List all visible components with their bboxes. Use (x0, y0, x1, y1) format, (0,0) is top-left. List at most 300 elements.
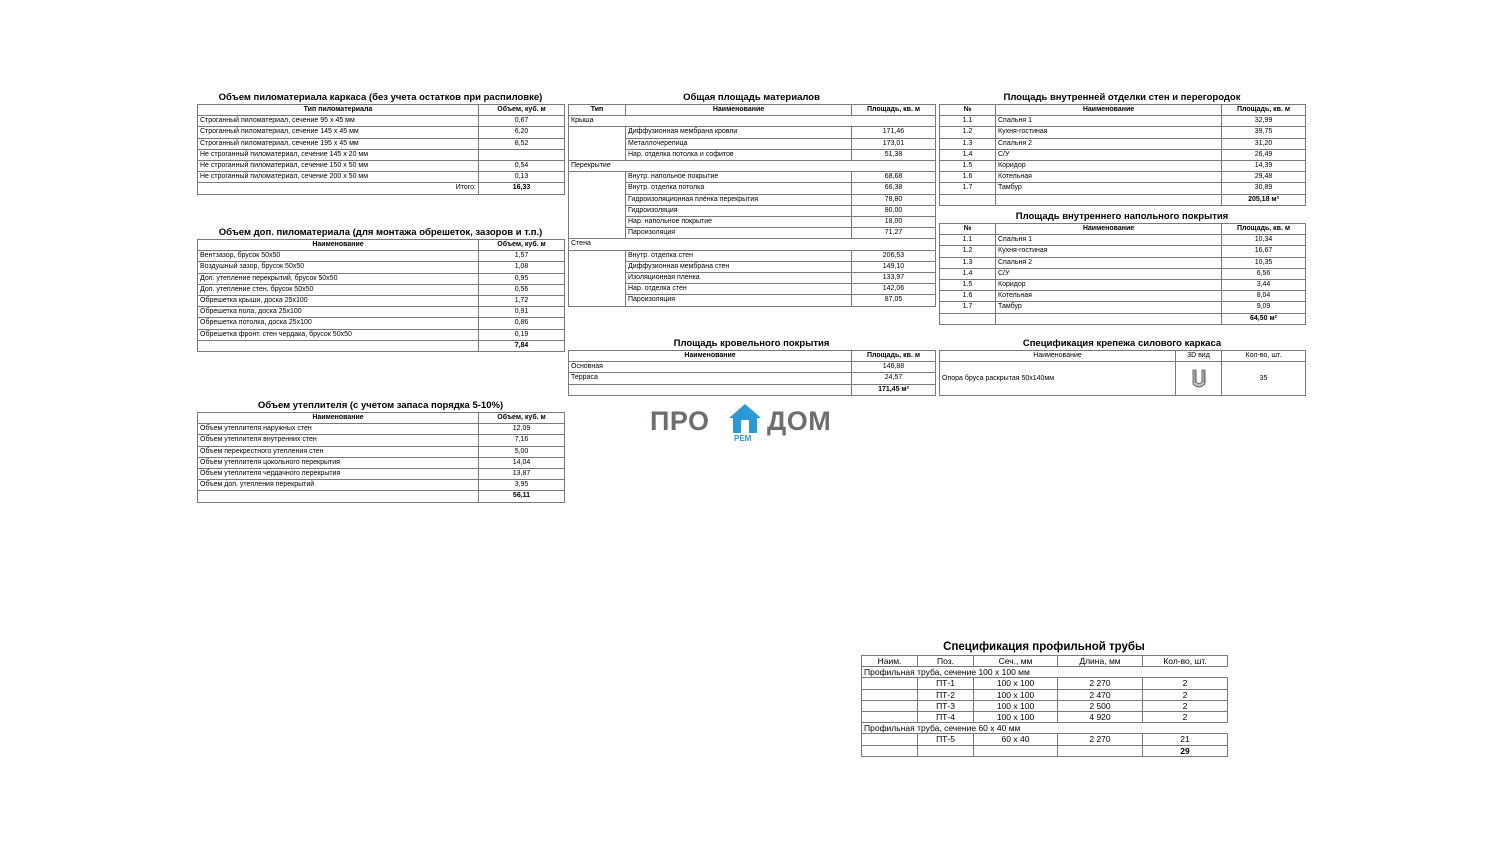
table-row (198, 424, 565, 435)
row-value: 24,57 (852, 373, 936, 384)
table-row (940, 362, 1306, 396)
row-value: 7,16 (479, 435, 565, 446)
col-type: Тип пиломатериала (198, 105, 479, 116)
table-row (569, 362, 936, 373)
table-row (569, 261, 936, 272)
row-name: Коридор (996, 161, 1222, 172)
row-name: Диффузионная мембрана стен (626, 261, 852, 272)
type-spacer (569, 273, 626, 284)
row-value: 51,38 (852, 149, 936, 160)
row-name: Спальня 2 (996, 257, 1222, 268)
table-row (198, 457, 565, 468)
row-name: Котельная (996, 291, 1222, 302)
total-label-empty (198, 491, 479, 502)
pipe-pos: ПТ-5 (918, 734, 974, 745)
col-name: Наименование (626, 105, 852, 116)
table-row (940, 291, 1306, 302)
row-value: 0,67 (479, 116, 565, 127)
lumber-extra-block (197, 227, 564, 352)
row-name: Гидроизоляционная плёнка перекрытия (626, 194, 852, 205)
pipe-pos: ПТ-1 (918, 678, 974, 689)
total-row (940, 313, 1306, 324)
table-row (940, 257, 1306, 268)
row-value: 0,54 (479, 161, 565, 172)
table-row (569, 284, 936, 295)
pipe-col-header: Кол-во, шт. (1143, 656, 1228, 667)
table-row (862, 700, 1228, 711)
row-name: Строганный пиломатериал, сечение 195 х 45 мм (198, 138, 479, 149)
row-value: 80,00 (852, 205, 936, 216)
table-row (569, 183, 936, 194)
row-name: Не строганный пиломатериал, сечение 200 х 50 мм (198, 172, 479, 183)
col-volume: Объем, куб. м (479, 413, 565, 424)
row-name: Нар. напольное покрытие (626, 217, 852, 228)
table-row (569, 295, 936, 306)
row-value (479, 149, 565, 160)
row-name: Спальня 1 (996, 116, 1222, 127)
materials-table (568, 104, 936, 307)
total-value: 64,50 м² (1222, 313, 1306, 324)
roofing-table (568, 350, 936, 396)
row-value: 6,56 (1222, 268, 1306, 279)
row-name: Котельная (996, 172, 1222, 183)
row-name: Внутр. отделка потолка (626, 183, 852, 194)
row-name: Объем утеплителя внутренних стен (198, 435, 479, 446)
pipe-name-spacer (862, 712, 918, 723)
table-row (569, 172, 936, 183)
col-name: Наименование (940, 351, 1176, 362)
table-row (940, 161, 1306, 172)
row-value: 133,97 (852, 273, 936, 284)
row-name: Пароизоляция (626, 228, 852, 239)
row-name: Нар. отделка стен (626, 284, 852, 295)
table-row (569, 194, 936, 205)
row-name: Спальня 1 (996, 235, 1222, 246)
pipe-length: 2 270 (1058, 678, 1143, 689)
total-row (198, 183, 565, 194)
col-area: Площадь, кв. м (852, 351, 936, 362)
row-value: 3,95 (479, 480, 565, 491)
lumber-frame-block (197, 92, 564, 195)
table-row (940, 235, 1306, 246)
row-value: 5,00 (479, 446, 565, 457)
type-spacer (569, 205, 626, 216)
row-value: 171,46 (852, 127, 936, 138)
pipe-length: 2 270 (1058, 734, 1143, 745)
table-row (940, 268, 1306, 279)
group-type: Стена (569, 239, 936, 250)
group-row (569, 116, 936, 127)
row-name: Внутр. отделка стен (626, 250, 852, 261)
row-value: 1,08 (479, 262, 565, 273)
table-row (940, 246, 1306, 257)
group-row (569, 161, 936, 172)
row-name: Обрешетка потолка, доска 25х100 (198, 318, 479, 329)
row-value: 32,99 (1222, 116, 1306, 127)
total-spacer (940, 194, 996, 205)
row-value: 0,56 (479, 284, 565, 295)
fasteners-table (939, 350, 1306, 396)
total-spacer (862, 745, 918, 756)
row-value: 68,68 (852, 172, 936, 183)
total-row (862, 745, 1228, 756)
table-row (862, 712, 1228, 723)
total-value: 29 (1143, 745, 1228, 756)
row-value: 1,72 (479, 296, 565, 307)
pipe-name-spacer (862, 734, 918, 745)
group-type: Крыша (569, 116, 936, 127)
pipe-length: 2 470 (1058, 689, 1143, 700)
pipe-qty: 2 (1143, 712, 1228, 723)
table-row (940, 127, 1306, 138)
total-label-empty (198, 340, 479, 351)
row-value: 6,20 (479, 127, 565, 138)
table-row (198, 480, 565, 491)
row-value: 9,09 (1222, 302, 1306, 313)
bracket-icon (1191, 368, 1207, 390)
type-spacer (569, 284, 626, 295)
row-name: С/У (996, 268, 1222, 279)
table-row (198, 435, 565, 446)
row-value: 0,13 (479, 172, 565, 183)
fasteners-title: Спецификация крепежа силового каркаса (1022, 338, 1222, 349)
lumber-extra-table (197, 239, 565, 352)
row-name: Внутр. напольное покрытие (626, 172, 852, 183)
row-name: Нар. отделка потолка и софитов (626, 149, 852, 160)
row-name: Строганный пиломатериал, сечение 95 х 45 мм (198, 116, 479, 127)
total-spacer (996, 194, 1222, 205)
row-name: Объем перекрестного утепления стен (198, 446, 479, 457)
pipe-pos: ПТ-3 (918, 700, 974, 711)
type-spacer (569, 172, 626, 183)
type-spacer (569, 183, 626, 194)
row-value: 39,75 (1222, 127, 1306, 138)
total-value: 205,18 м² (1222, 194, 1306, 205)
fastener-name: Опора бруса раскрытая 50х140мм (940, 362, 1176, 396)
pipe-length: 4 920 (1058, 712, 1143, 723)
col-num: № (940, 224, 996, 235)
total-spacer (940, 313, 996, 324)
row-name: Доп. утепление стен, брусок 50х50 (198, 284, 479, 295)
row-num: 1.6 (940, 172, 996, 183)
row-value: 8,04 (1222, 291, 1306, 302)
type-spacer (569, 138, 626, 149)
table-row (940, 280, 1306, 291)
row-value: 1,57 (479, 251, 565, 262)
row-num: 1.4 (940, 149, 996, 160)
row-value: 16,67 (1222, 246, 1306, 257)
table-row (862, 689, 1228, 700)
type-spacer (569, 194, 626, 205)
pipe-qty: 21 (1143, 734, 1228, 745)
col-name: Наименование (198, 413, 479, 424)
row-name: Диффузионная мембрана кровли (626, 127, 852, 138)
table-row (940, 116, 1306, 127)
logo-text-left: ПРО (650, 406, 710, 436)
row-value: 10,35 (1222, 257, 1306, 268)
pipe-pos: ПТ-4 (918, 712, 974, 723)
materials-block (568, 92, 935, 307)
lumber-extra-title: Объем доп. пиломатериала (для монтажа обрешеток, зазоров и т.п.) (218, 227, 543, 238)
row-num: 1.5 (940, 280, 996, 291)
floor-cover-table (939, 223, 1306, 325)
table-row (198, 251, 565, 262)
row-value: 12,09 (479, 424, 565, 435)
col-area: Площадь, кв. м (852, 105, 936, 116)
pipe-section: 100 х 100 (974, 700, 1058, 711)
row-value: 29,48 (1222, 172, 1306, 183)
total-spacer (918, 745, 974, 756)
row-name: Тамбур (996, 302, 1222, 313)
row-name: Обрешетка фронт. стен чердака, брусок 50х50 (198, 329, 479, 340)
table-row (198, 262, 565, 273)
row-name: Обрешетка пола, доска 25х100 (198, 307, 479, 318)
type-spacer (569, 228, 626, 239)
pipe-qty: 2 (1143, 689, 1228, 700)
table-row (940, 138, 1306, 149)
row-value: 87,05 (852, 295, 936, 306)
table-row (862, 678, 1228, 689)
col-name: Наименование (569, 351, 852, 362)
row-value: 18,00 (852, 217, 936, 228)
pipe-col-header: Наим. (862, 656, 918, 667)
table-row (569, 149, 936, 160)
total-spacer (996, 313, 1222, 324)
pipe-col-header: Сеч., мм (974, 656, 1058, 667)
table-row (198, 116, 565, 127)
row-num: 1.1 (940, 116, 996, 127)
table-row (198, 127, 565, 138)
row-name: Объем утеплителя цокольного перекрытия (198, 457, 479, 468)
pipe-name-spacer (862, 689, 918, 700)
row-name: Коридор (996, 280, 1222, 291)
row-value: 146,88 (852, 362, 936, 373)
row-name: Объем доп. утепления перекрытий (198, 480, 479, 491)
lumber-frame-table (197, 104, 565, 195)
walls-finish-table (939, 104, 1306, 206)
total-row (198, 340, 565, 351)
group-row (862, 667, 1228, 678)
row-value: 78,80 (852, 194, 936, 205)
table-row (569, 127, 936, 138)
total-value: 56,11 (479, 491, 565, 502)
table-row (569, 250, 936, 261)
total-row (198, 491, 565, 502)
row-num: 1.5 (940, 161, 996, 172)
row-value: 0,19 (479, 329, 565, 340)
row-value: 14,39 (1222, 161, 1306, 172)
floor-cover-block (939, 211, 1305, 325)
pipes-table (861, 655, 1228, 757)
total-label-empty (569, 384, 852, 395)
table-row (569, 273, 936, 284)
pipe-pos: ПТ-2 (918, 689, 974, 700)
table-row (940, 183, 1306, 194)
row-name: Доп. утепление перекрытий, брусок 50х50 (198, 273, 479, 284)
pipe-length: 2 500 (1058, 700, 1143, 711)
col-name: Наименование (198, 240, 479, 251)
group-label: Профильная труба, сечение 60 х 40 мм (862, 723, 1228, 734)
pipe-name-spacer (862, 678, 918, 689)
col-area: Площадь, кв. м (1222, 105, 1306, 116)
table-row (940, 302, 1306, 313)
total-value: 16,33 (479, 183, 565, 194)
row-value: 66,38 (852, 183, 936, 194)
group-label: Профильная труба, сечение 100 х 100 мм (862, 667, 1228, 678)
row-value: 30,89 (1222, 183, 1306, 194)
table-row (198, 161, 565, 172)
table-row (198, 149, 565, 160)
row-value: 71,27 (852, 228, 936, 239)
row-value: 173,01 (852, 138, 936, 149)
row-num: 1.3 (940, 138, 996, 149)
row-name: С/У (996, 149, 1222, 160)
table-row (569, 138, 936, 149)
row-value: 26,49 (1222, 149, 1306, 160)
row-value: 206,53 (852, 250, 936, 261)
total-label: Итого: (198, 183, 479, 194)
row-name: Гидроизоляция (626, 205, 852, 216)
total-value: 171,45 м² (852, 384, 936, 395)
col-area: Площадь, кв. м (1222, 224, 1306, 235)
table-row (569, 228, 936, 239)
pipe-col-header: Поз. (918, 656, 974, 667)
col-view: 3D вид (1176, 351, 1222, 362)
row-value: 3,44 (1222, 280, 1306, 291)
row-value: 14,04 (479, 457, 565, 468)
row-value: 142,06 (852, 284, 936, 295)
table-row (569, 217, 936, 228)
table-row (198, 318, 565, 329)
table-row (569, 373, 936, 384)
row-num: 1.4 (940, 268, 996, 279)
row-name: Спальня 2 (996, 138, 1222, 149)
table-row (198, 446, 565, 457)
row-name: Вентзазор, брусок 50х50 (198, 251, 479, 262)
row-value: 13,87 (479, 469, 565, 480)
table-row (569, 205, 936, 216)
row-name: Кухня-гостиная (996, 127, 1222, 138)
lumber-frame-title: Объем пиломатериала каркаса (без учета остатков при распиловке) (218, 92, 543, 103)
fastener-view-cell (1176, 362, 1222, 396)
table-row (198, 469, 565, 480)
total-row (569, 384, 936, 395)
total-value: 7,84 (479, 340, 565, 351)
row-name: Не строганный пиломатериал, сечение 145 х 20 мм (198, 149, 479, 160)
type-spacer (569, 295, 626, 306)
row-num: 1.7 (940, 302, 996, 313)
row-value: 31,20 (1222, 138, 1306, 149)
row-num: 1.1 (940, 235, 996, 246)
brand-logo (650, 403, 850, 445)
pipes-block (861, 641, 1227, 757)
total-row (940, 194, 1306, 205)
insulation-table (197, 412, 565, 503)
walls-finish-title: Площадь внутренней отделки стен и перегородок (1003, 92, 1241, 103)
insulation-block (197, 400, 564, 503)
total-spacer (974, 745, 1058, 756)
row-num: 1.6 (940, 291, 996, 302)
pipe-section: 100 х 100 (974, 678, 1058, 689)
roofing-title: Площадь кровельного покрытия (673, 338, 830, 349)
col-type: Тип (569, 105, 626, 116)
table-row (198, 329, 565, 340)
pipe-qty: 2 (1143, 678, 1228, 689)
pipe-section: 100 х 100 (974, 689, 1058, 700)
row-num: 1.3 (940, 257, 996, 268)
pipe-name-spacer (862, 700, 918, 711)
row-name: Объем утеплителя чердачного перекрытия (198, 469, 479, 480)
row-value: 0,86 (479, 318, 565, 329)
row-name: Строганный пиломатериал, сечение 145 х 45 мм (198, 127, 479, 138)
house-icon (728, 403, 762, 435)
row-num: 1.2 (940, 127, 996, 138)
row-name: Пароизоляция (626, 295, 852, 306)
row-name: Не строганный пиломатериал, сечение 150 х 50 мм (198, 161, 479, 172)
fastener-qty: 35 (1222, 362, 1306, 396)
table-row (862, 734, 1228, 745)
table-row (940, 172, 1306, 183)
pipe-section: 60 х 40 (974, 734, 1058, 745)
col-name: Наименование (996, 224, 1222, 235)
floor-cover-title: Площадь внутреннего напольного покрытия (1015, 211, 1229, 222)
pipes-title: Спецификация профильной трубы (943, 641, 1145, 653)
col-num: № (940, 105, 996, 116)
table-row (198, 138, 565, 149)
row-value: 8,52 (479, 138, 565, 149)
pipe-col-header: Длина, мм (1058, 656, 1143, 667)
total-spacer (1058, 745, 1143, 756)
type-spacer (569, 261, 626, 272)
table-row (198, 172, 565, 183)
insulation-title: Объем утеплителя (с учетом запаса порядка 5-10%) (257, 400, 504, 411)
col-volume: Объем, куб. м (479, 105, 565, 116)
type-spacer (569, 217, 626, 228)
group-row (862, 723, 1228, 734)
pipe-qty: 2 (1143, 700, 1228, 711)
logo-subtext: РЕМ (734, 434, 752, 443)
table-row (198, 284, 565, 295)
row-value: 149,10 (852, 261, 936, 272)
fasteners-block (939, 338, 1305, 396)
row-name: Металлочерепица (626, 138, 852, 149)
row-value: 0,91 (479, 307, 565, 318)
col-qty: Кол-во, шт. (1222, 351, 1306, 362)
row-name: Терраса (569, 373, 852, 384)
walls-finish-block (939, 92, 1305, 206)
row-num: 1.7 (940, 183, 996, 194)
row-name: Обрешетка крыши, доска 25х100 (198, 296, 479, 307)
col-volume: Объем, куб. м (479, 240, 565, 251)
row-name: Основная (569, 362, 852, 373)
materials-title: Общая площадь материалов (683, 92, 820, 103)
row-num: 1.2 (940, 246, 996, 257)
row-value: 10,34 (1222, 235, 1306, 246)
logo-text-right: ДОМ (767, 406, 832, 436)
row-name: Тамбур (996, 183, 1222, 194)
roofing-block (568, 338, 935, 396)
row-name: Кухня-гостиная (996, 246, 1222, 257)
table-row (198, 296, 565, 307)
group-type: Перекрытие (569, 161, 936, 172)
row-name: Объем утеплителя наружных стен (198, 424, 479, 435)
row-name: Изоляционная пленка (626, 273, 852, 284)
pipe-section: 100 х 100 (974, 712, 1058, 723)
type-spacer (569, 127, 626, 138)
row-value: 0,95 (479, 273, 565, 284)
col-name: Наименование (996, 105, 1222, 116)
group-row (569, 239, 936, 250)
